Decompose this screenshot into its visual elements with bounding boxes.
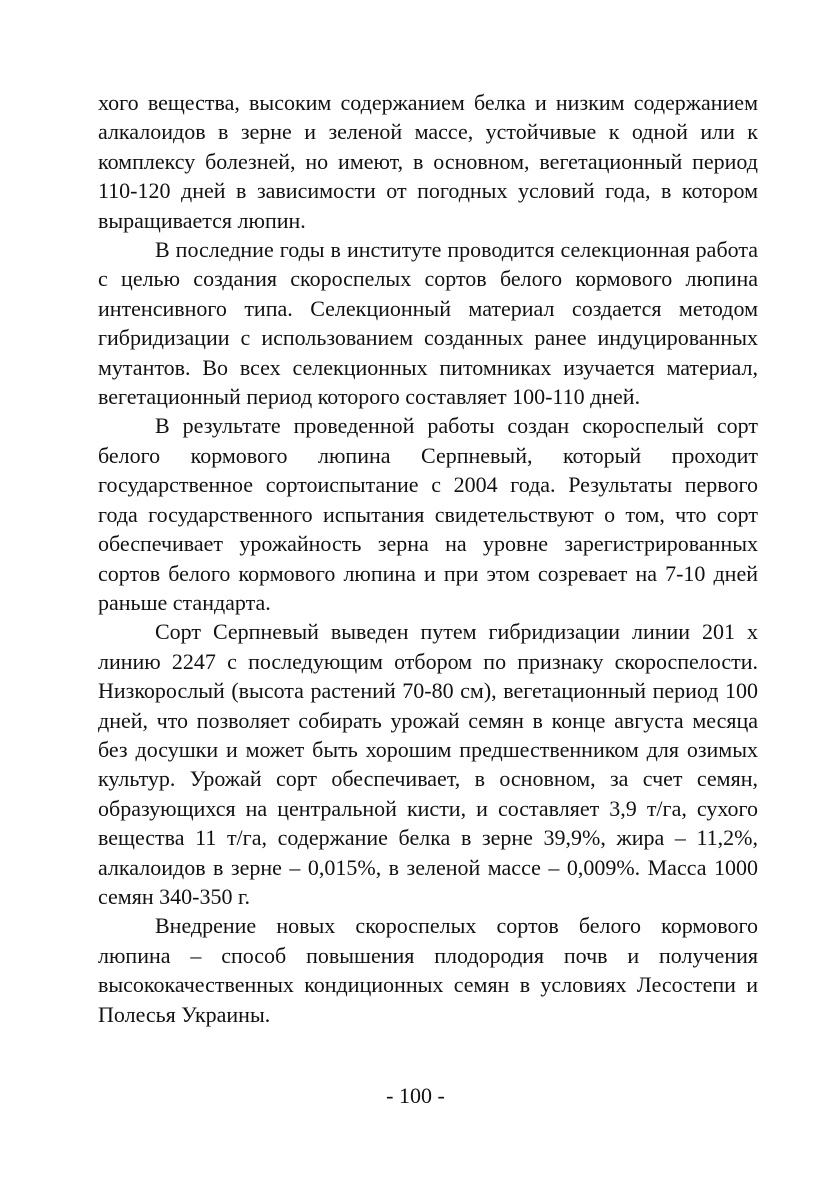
paragraph-variety-created: В результате проведенной работы создан скороспелый сорт белого кормового люпина Серпневый, который проходит государственное сортоиспытание с 2004 года. Результаты первого года государственного испытания свидетельствуют о том, что сорт обеспечивает урожайность зерна на уровне зарегистрированных сортов белого кормового люпина и при этом созревает на 7-10 дней раньше стандарта.	[98, 413, 758, 615]
paragraph-conclusion: Внедрение новых скороспелых сортов белого кормового люпина – способ повышения плодородия почв и получения высококачественных кондиционных семян в условиях Лесостепи и Полесья Украины.	[98, 913, 758, 1027]
paragraph-continuation: хого вещества, высоким содержанием белка и низким содержанием алкалоидов в зерне и зеленой массе, устойчивые к одной или к комплексу болезней, но имеют, в основном, вегетационный период 110-120 дней в зависимости от погодных условий года, в котором выращивается люпин.	[98, 90, 758, 233]
paragraph-selection-work: В последние годы в институте проводится селекционная работа с целью создания скороспелых сортов белого кормового люпина интенсивного типа. Селекционный материал создается методом гибридизации с использованием созданных ранее индуцированных мутантов. Во всех селекционных питомниках изучается материал, вегетационный период которого составляет 100-110 дней.	[98, 237, 758, 410]
page-number: - 100 -	[386, 1083, 445, 1108]
paragraph-variety-description: Сорт Серпневый выведен путем гибридизации линии 201 х линию 2247 с последующим отбором по признаку скороспелости. Низкорослый (высота растений 70-80 см), вегетационный период 100 дней, что позволяет собирать урожай семян в конце августа месяца без досушки и может быть хорошим предшественником для озимых культур. Урожай сорт обеспечивает, в основном, за счет семян, образующихся на центральной кисти, и составляет 3,9 т/га, сухого вещества 11 т/га, содержание белка в зерне 39,9%, жира – 11,2%, алкалоидов в зерне – 0,015%, в зеленой массе – 0,009%. Масса 1000 семян 340-350 г.	[98, 619, 758, 909]
body-text	[98, 88, 758, 1029]
